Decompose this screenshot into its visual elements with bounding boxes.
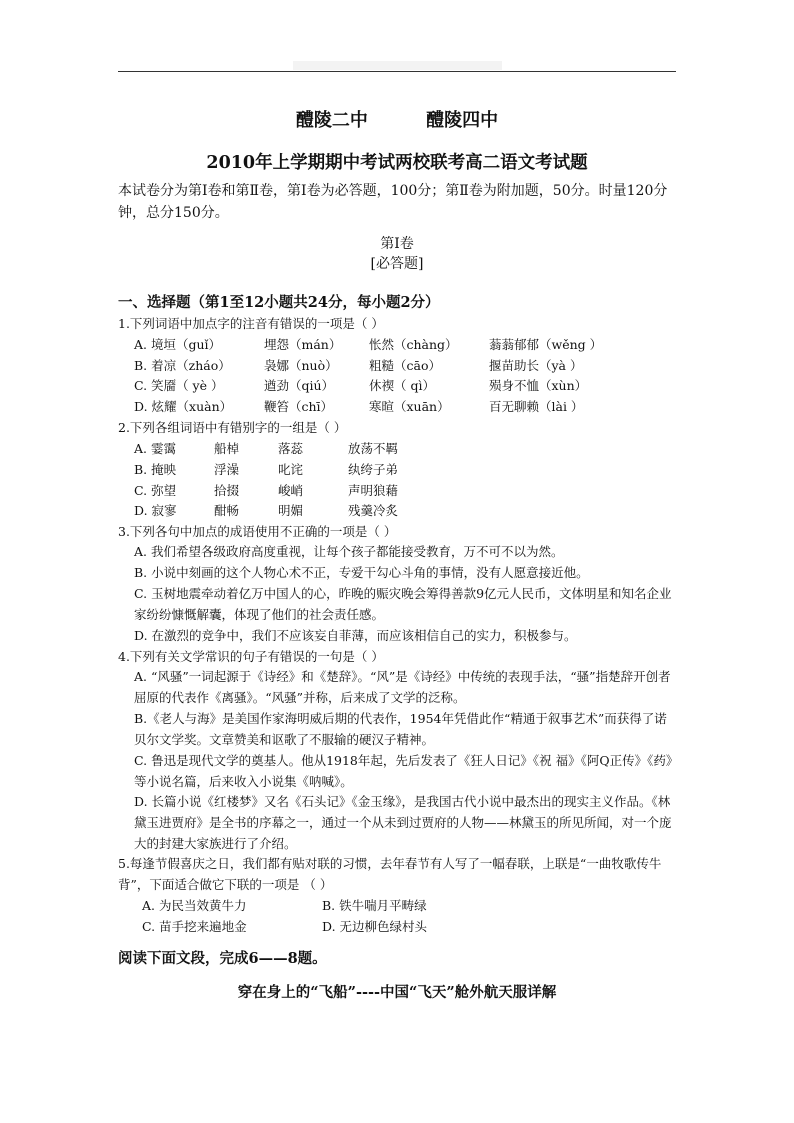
q3-option-c: C. 玉树地震牵动着亿万中国人的心，昨晚的赈灾晚会筹得善款9亿元人民币，文体明星和知名企业家纷纷慷慨解囊，体现了他们的社会责任感。 <box>134 586 672 622</box>
q1-option-a: A. 境垣（guǐ） 埋怨（mán） 怅然（chàng） 蓊蓊郁郁（wěng ） <box>134 337 603 352</box>
school-2: 醴陵四中 <box>426 110 499 131</box>
q3-option-d: D. 在激烈的竞争中，我们不应该妄自菲薄，而应该相信自己的实力，积极参与。 <box>134 628 577 643</box>
reading-instruction: 阅读下面文段，完成6——8题。 <box>118 950 327 967</box>
q3-option-b: B. 小说中刻画的这个人物心术不正，专爱干勾心斗角的事情，没有人愿意接近他。 <box>134 565 589 580</box>
q5-stem: 5.每逢节假喜庆之日，我们都有贴对联的习惯，去年春节有人写了一幅春联，上联是“一曲牧歌传牛背”，下面适合做它下联的一项是 （ ） <box>118 856 662 892</box>
q4-option-d: D. 长篇小说《红楼梦》又名《石头记》《金玉缘》，是我国古代小说中最杰出的现实主义作品。《林黛玉进贾府》是全书的序幕之一，通过一个从未到过贾府的人物——林黛玉的所见所闻，对一个庞大的封建大家族进行了介绍。 <box>134 794 672 851</box>
q2-option-b: B. 掩映 浮澡 叱诧 纨绔子弟 <box>134 462 399 477</box>
q2-option-d: D. 寂寥 酣畅 明媚 残羹冷炙 <box>134 503 399 518</box>
q5-option-d: D. 无边柳色绿村头 <box>322 919 428 934</box>
q1-option-b: B. 着凉（zháo） 袅娜（nuò） 粗糙（cāo） 揠苗助长（yà ） <box>134 358 583 373</box>
q1-option-c: C. 笑靥（ yè ） 遒劲（qiú） 休禊（ qì） 殒身不恤（xùn） <box>134 378 588 393</box>
q3-stem: 3.下列各句中加点的成语使用不正确的一项是（ ） <box>118 524 397 539</box>
q3-option-a: A. 我们希望各级政府高度重视，让每个孩子都能接受教育，万不可不以为然。 <box>134 544 564 559</box>
q4-option-a: A. “风骚”一词起源于《诗经》和《楚辞》。“风”是《诗经》中传统的表现手法，“骚”指楚辞开创者屈原的代表作《离骚》。“风骚”并称，后来成了文学的泛称。 <box>134 669 671 705</box>
part-heading <box>0 234 794 274</box>
q5-option-a: A. 为民当效黄牛力 <box>142 898 247 913</box>
q4-option-c: C. 鲁迅是现代文学的奠基人。他从1918年起，先后发表了《狂人日记》《祝 福》《阿Q正传》《药》等小说名篇，后来收入小说集《呐喊》。 <box>134 753 679 789</box>
intro-text: 本试卷分为第Ⅰ卷和第Ⅱ卷，第Ⅰ卷为必答题，100分；第Ⅱ卷为附加题，50分。时量120分钟，总分150分。 <box>118 183 668 221</box>
q4-option-b: B.《老人与海》是美国作家海明威后期的代表作，1954年凭借此作“精通于叙事艺术”而获得了诺贝尔文学奖。文章赞美和讴歌了不服输的硬汉子精神。 <box>134 711 667 747</box>
q2-stem: 2.下列各组词语中有错别字的一组是（ ） <box>118 420 347 435</box>
part-title: 第Ⅰ卷 <box>380 236 414 252</box>
page-title: 2010年上学期期中考试两校联考高二语文考试题 <box>206 153 588 173</box>
header-rule <box>118 71 676 72</box>
reading-subtitle: 穿在身上的“飞船”----中国“飞天”舱外航天服详解 <box>237 984 557 1001</box>
q2-option-a: A. 霎霭 船棹 落蕊 放荡不羁 <box>134 441 399 456</box>
header-box <box>293 61 502 70</box>
q1-option-d: D. 炫耀（xuàn） 鞭笞（chī） 寒暄（xuān） 百无聊赖（lài ） <box>134 399 584 414</box>
section-heading: 一、选择题（第1至12小题共24分，每小题2分） <box>118 294 440 311</box>
q1-stem: 1.下列词语中加点字的注音有错误的一项是（ ） <box>118 316 384 331</box>
school-1: 醴陵二中 <box>295 110 368 131</box>
q5-option-b: B. 铁牛喘月平畴绿 <box>322 898 427 913</box>
q5-option-c: C. 苗手挖来遍地金 <box>142 919 247 934</box>
part-subtitle: [必答题] <box>370 256 424 272</box>
school-names <box>0 106 794 132</box>
q2-option-c: C. 弥望 拾掇 峻峭 声明狼藉 <box>134 483 399 498</box>
q4-stem: 4.下列有关文学常识的句子有错误的一句是（ ） <box>118 649 384 664</box>
